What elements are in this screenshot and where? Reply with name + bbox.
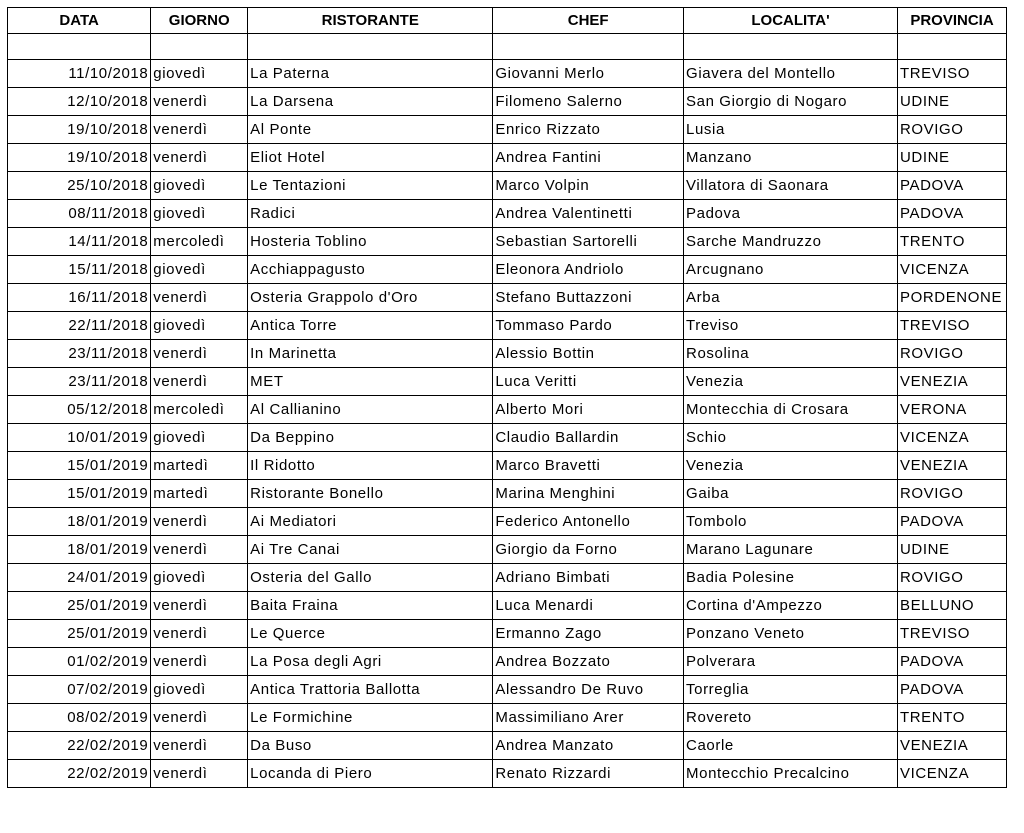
cell-data: 23/11/2018 [8, 368, 151, 396]
cell-ristorante: Osteria del Gallo [248, 564, 493, 592]
cell-ristorante: Ai Mediatori [248, 508, 493, 536]
cell-giorno: venerdì [151, 536, 248, 564]
cell-data: 25/10/2018 [8, 172, 151, 200]
cell-provincia: PADOVA [897, 172, 1006, 200]
cell-chef: Filomeno Salerno [493, 88, 684, 116]
cell-localita: Montecchio Precalcino [684, 760, 898, 788]
table-row [8, 284, 1007, 312]
cell-giorno: giovedì [151, 256, 248, 284]
cell-localita: Torreglia [684, 676, 898, 704]
cell-localita: Montecchia di Crosara [684, 396, 898, 424]
cell-chef: Enrico Rizzato [493, 116, 684, 144]
cell-provincia: BELLUNO [897, 592, 1006, 620]
cell-chef: Andrea Valentinetti [493, 200, 684, 228]
cell-chef: Luca Veritti [493, 368, 684, 396]
cell-giorno: venerdì [151, 508, 248, 536]
cell-localita: Venezia [684, 368, 898, 396]
cell-ristorante: Baita Fraina [248, 592, 493, 620]
table-row [8, 480, 1007, 508]
header-localita: LOCALITA' [684, 8, 898, 34]
cell-provincia: UDINE [897, 88, 1006, 116]
cell-localita: Gaiba [684, 480, 898, 508]
cell-ristorante: Acchiappagusto [248, 256, 493, 284]
cell-provincia: VICENZA [897, 256, 1006, 284]
table-row [8, 620, 1007, 648]
cell-giorno: mercoledì [151, 396, 248, 424]
cell-giorno: venerdì [151, 704, 248, 732]
cell-localita: Rovereto [684, 704, 898, 732]
cell-giorno: venerdì [151, 284, 248, 312]
cell-provincia: UDINE [897, 144, 1006, 172]
cell-ristorante: Le Tentazioni [248, 172, 493, 200]
cell-localita: Padova [684, 200, 898, 228]
table-row [8, 368, 1007, 396]
cell-data: 19/10/2018 [8, 116, 151, 144]
header-giorno: GIORNO [151, 8, 248, 34]
table-row [8, 172, 1007, 200]
cell-provincia: VERONA [897, 396, 1006, 424]
cell-giorno: giovedì [151, 172, 248, 200]
cell-localita: Caorle [684, 732, 898, 760]
cell-data: 25/01/2019 [8, 592, 151, 620]
cell-provincia: VENEZIA [897, 452, 1006, 480]
cell-data: 08/11/2018 [8, 200, 151, 228]
cell-provincia: PADOVA [897, 508, 1006, 536]
cell-provincia: PADOVA [897, 648, 1006, 676]
cell-localita: Manzano [684, 144, 898, 172]
cell-chef: Alessandro De Ruvo [493, 676, 684, 704]
cell-data: 05/12/2018 [8, 396, 151, 424]
cell-giorno: giovedì [151, 676, 248, 704]
table-row [8, 592, 1007, 620]
cell-provincia: ROVIGO [897, 116, 1006, 144]
cell-ristorante: Al Ponte [248, 116, 493, 144]
cell-data: 11/10/2018 [8, 60, 151, 88]
cell-ristorante: Da Buso [248, 732, 493, 760]
table-row [8, 228, 1007, 256]
cell-ristorante: Locanda di Piero [248, 760, 493, 788]
cell-provincia: UDINE [897, 536, 1006, 564]
cell-data: 08/02/2019 [8, 704, 151, 732]
cell-localita: Lusia [684, 116, 898, 144]
table-body [8, 34, 1007, 788]
table-row [8, 704, 1007, 732]
cell-ristorante: MET [248, 368, 493, 396]
cell-localita: Schio [684, 424, 898, 452]
cell-giorno: giovedì [151, 60, 248, 88]
cell-localita: Villatora di Saonara [684, 172, 898, 200]
cell-data: 15/01/2019 [8, 480, 151, 508]
cell-localita: Arba [684, 284, 898, 312]
cell-ristorante: Ai Tre Canai [248, 536, 493, 564]
cell-provincia: VENEZIA [897, 732, 1006, 760]
cell-localita: Sarche Mandruzzo [684, 228, 898, 256]
cell-giorno: venerdì [151, 620, 248, 648]
cell-provincia: TRENTO [897, 228, 1006, 256]
cell-data: 25/01/2019 [8, 620, 151, 648]
cell-giorno: venerdì [151, 116, 248, 144]
cell-provincia: TRENTO [897, 704, 1006, 732]
table-row [8, 648, 1007, 676]
cell-chef: Massimiliano Arer [493, 704, 684, 732]
cell-ristorante: Radici [248, 200, 493, 228]
cell-giorno: giovedì [151, 312, 248, 340]
table-row [8, 424, 1007, 452]
table-row [8, 396, 1007, 424]
cell-provincia: TREVISO [897, 312, 1006, 340]
table-row [8, 564, 1007, 592]
cell-data: 22/02/2019 [8, 760, 151, 788]
cell-giorno: giovedì [151, 564, 248, 592]
cell-localita: Tombolo [684, 508, 898, 536]
table-cell [151, 34, 248, 60]
table-row [8, 312, 1007, 340]
cell-ristorante: Antica Trattoria Ballotta [248, 676, 493, 704]
cell-chef: Stefano Buttazzoni [493, 284, 684, 312]
table-row [8, 60, 1007, 88]
cell-ristorante: Le Querce [248, 620, 493, 648]
cell-localita: San Giorgio di Nogaro [684, 88, 898, 116]
cell-giorno: venerdì [151, 592, 248, 620]
cell-chef: Renato Rizzardi [493, 760, 684, 788]
cell-ristorante: Al Callianino [248, 396, 493, 424]
cell-localita: Rosolina [684, 340, 898, 368]
cell-provincia: PADOVA [897, 200, 1006, 228]
cell-giorno: giovedì [151, 424, 248, 452]
cell-localita: Ponzano Veneto [684, 620, 898, 648]
cell-ristorante: Il Ridotto [248, 452, 493, 480]
cell-giorno: martedì [151, 452, 248, 480]
cell-giorno: venerdì [151, 732, 248, 760]
cell-chef: Ermanno Zago [493, 620, 684, 648]
cell-ristorante: Da Beppino [248, 424, 493, 452]
cell-chef: Sebastian Sartorelli [493, 228, 684, 256]
cell-provincia: VICENZA [897, 760, 1006, 788]
table-row [8, 536, 1007, 564]
cell-data: 18/01/2019 [8, 508, 151, 536]
table-row [8, 452, 1007, 480]
cell-data: 10/01/2019 [8, 424, 151, 452]
cell-giorno: venerdì [151, 88, 248, 116]
cell-ristorante: Antica Torre [248, 312, 493, 340]
cell-giorno: venerdì [151, 760, 248, 788]
cell-ristorante: La Posa degli Agri [248, 648, 493, 676]
table-row [8, 144, 1007, 172]
table-cell [493, 34, 684, 60]
table-row [8, 508, 1007, 536]
cell-ristorante: Eliot Hotel [248, 144, 493, 172]
cell-provincia: ROVIGO [897, 480, 1006, 508]
table-row [8, 200, 1007, 228]
cell-data: 01/02/2019 [8, 648, 151, 676]
cell-chef: Adriano Bimbati [493, 564, 684, 592]
cell-giorno: venerdì [151, 368, 248, 396]
table-cell [248, 34, 493, 60]
cell-provincia: PADOVA [897, 676, 1006, 704]
cell-chef: Andrea Bozzato [493, 648, 684, 676]
cell-ristorante: Osteria Grappolo d'Oro [248, 284, 493, 312]
cell-ristorante: La Paterna [248, 60, 493, 88]
cell-chef: Marco Bravetti [493, 452, 684, 480]
cell-data: 14/11/2018 [8, 228, 151, 256]
cell-giorno: venerdì [151, 144, 248, 172]
cell-chef: Alessio Bottin [493, 340, 684, 368]
table-row [8, 760, 1007, 788]
cell-provincia: ROVIGO [897, 340, 1006, 368]
header-chef: CHEF [493, 8, 684, 34]
table-cell [684, 34, 898, 60]
cell-data: 15/11/2018 [8, 256, 151, 284]
cell-ristorante: Hosteria Toblino [248, 228, 493, 256]
cell-localita: Marano Lagunare [684, 536, 898, 564]
table-row [8, 116, 1007, 144]
cell-chef: Eleonora Andriolo [493, 256, 684, 284]
cell-chef: Claudio Ballardin [493, 424, 684, 452]
table-cell [897, 34, 1006, 60]
cell-chef: Andrea Fantini [493, 144, 684, 172]
events-table [7, 7, 1007, 788]
cell-data: 18/01/2019 [8, 536, 151, 564]
cell-chef: Andrea Manzato [493, 732, 684, 760]
table-row [8, 340, 1007, 368]
cell-ristorante: La Darsena [248, 88, 493, 116]
cell-chef: Tommaso Pardo [493, 312, 684, 340]
cell-giorno: martedì [151, 480, 248, 508]
empty-row [8, 34, 1007, 60]
cell-provincia: TREVISO [897, 620, 1006, 648]
cell-data: 07/02/2019 [8, 676, 151, 704]
table-row [8, 676, 1007, 704]
cell-data: 22/02/2019 [8, 732, 151, 760]
cell-data: 23/11/2018 [8, 340, 151, 368]
cell-chef: Luca Menardi [493, 592, 684, 620]
cell-giorno: giovedì [151, 200, 248, 228]
header-data: DATA [8, 8, 151, 34]
cell-localita: Polverara [684, 648, 898, 676]
table-cell [8, 34, 151, 60]
cell-provincia: VICENZA [897, 424, 1006, 452]
cell-giorno: mercoledì [151, 228, 248, 256]
cell-provincia: TREVISO [897, 60, 1006, 88]
cell-localita: Venezia [684, 452, 898, 480]
cell-localita: Giavera del Montello [684, 60, 898, 88]
cell-data: 19/10/2018 [8, 144, 151, 172]
cell-chef: Giovanni Merlo [493, 60, 684, 88]
cell-chef: Federico Antonello [493, 508, 684, 536]
cell-chef: Marco Volpin [493, 172, 684, 200]
cell-provincia: PORDENONE [897, 284, 1006, 312]
cell-data: 16/11/2018 [8, 284, 151, 312]
cell-data: 15/01/2019 [8, 452, 151, 480]
cell-localita: Badia Polesine [684, 564, 898, 592]
cell-localita: Arcugnano [684, 256, 898, 284]
cell-chef: Giorgio da Forno [493, 536, 684, 564]
cell-data: 22/11/2018 [8, 312, 151, 340]
cell-data: 12/10/2018 [8, 88, 151, 116]
header-provincia: PROVINCIA [897, 8, 1006, 34]
cell-localita: Cortina d'Ampezzo [684, 592, 898, 620]
table-row [8, 256, 1007, 284]
cell-giorno: venerdì [151, 648, 248, 676]
header-ristorante: RISTORANTE [248, 8, 493, 34]
cell-localita: Treviso [684, 312, 898, 340]
cell-provincia: VENEZIA [897, 368, 1006, 396]
cell-provincia: ROVIGO [897, 564, 1006, 592]
cell-ristorante: In Marinetta [248, 340, 493, 368]
table-row [8, 88, 1007, 116]
table-row [8, 732, 1007, 760]
cell-chef: Alberto Mori [493, 396, 684, 424]
cell-data: 24/01/2019 [8, 564, 151, 592]
cell-giorno: venerdì [151, 340, 248, 368]
cell-ristorante: Le Formichine [248, 704, 493, 732]
header-row [8, 8, 1007, 34]
cell-ristorante: Ristorante Bonello [248, 480, 493, 508]
cell-chef: Marina Menghini [493, 480, 684, 508]
